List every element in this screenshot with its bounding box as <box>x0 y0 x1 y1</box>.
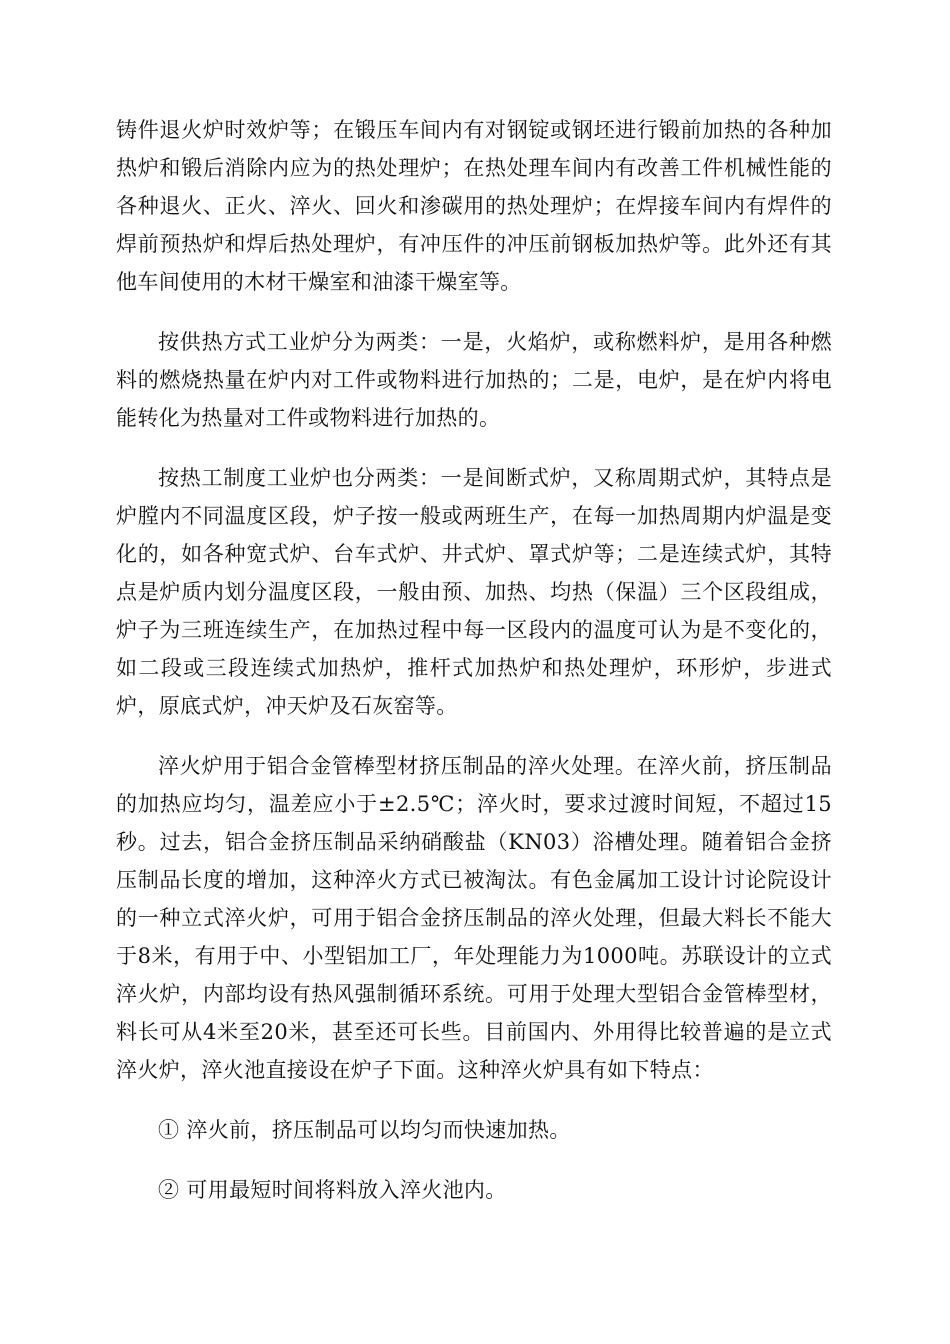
list-item: ② 可用最短时间将料放入淬火池内。 <box>158 1178 507 1202</box>
paragraph-heat-supply: 按供热方式工业炉分为两类：一是，火焰炉，或称燃料炉，是用各种燃料的燃烧热量在炉内对工件或物料进行加热的；二是，电炉，是在炉内将电能转化为热量对工件或物料进行加热的。 <box>116 330 832 430</box>
paragraph-quench-furnace: 淬火炉用于铝合金管棒型材挤压制品的淬火处理。在淬火前，挤压制品的加热应均匀，温差应小于±2.5℃；淬火时，要求过渡时间短，不超过15秒。过去，铝合金挤压制品采纳硝酸盐（KN03）浴槽处理。随着铝合金挤压制品长度的增加，这种淬火方式已被淘汰。有色金属加工设计讨论院设计的一种立式淬火炉，可用于铝合金挤压制品的淬火处理，但最大料长不能大于8米，有用于中、小型铝加工厂，年处理能力为1000吨。苏联设计的立式淬火炉，内部均设有热风强制循环系统。可用于处理大型铝合金管棒型材，料长可从4米至20米，甚至还可长些。目前国内、外用得比较普遍的是立式淬火炉，淬火池直接设在炉子下面。这种淬火炉具有如下特点： <box>116 754 832 1082</box>
paragraph-thermal-regime: 按热工制度工业炉也分两类：一是间断式炉，又称周期式炉，其特点是炉膛内不同温度区段，炉子按一般或两班生产，在每一加热周期内炉温是变化的，如各种宽式炉、台车式炉、井式炉、罩式炉等；二是连续式炉，其特点是炉质内划分温度区段，一般由预、加热、均热（保温）三个区段组成，炉子为三班连续生产，在加热过程中每一区段内的温度可认为是不变化的，如二段或三段连续式加热炉，推杆式加热炉和热处理炉，环形炉，步进式炉，原底式炉，冲天炉及石灰窑等。 <box>116 466 832 718</box>
paragraph-continuation: 铸件退火炉时效炉等；在锻压车间内有对钢锭或钢坯进行锻前加热的各种加热炉和锻后消除内应为的热处理炉；在热处理车间内有改善工件机械性能的各种退火、正火、淬火、回火和渗碳用的热处理炉；在焊接车间内有焊件的焊前预热炉和焊后热处理炉，有冲压件的冲压前钢板加热炉等。此外还有其他车间使用的木材干燥室和油漆干燥室等。 <box>116 118 832 294</box>
document-body <box>116 111 832 1231</box>
list-item: ① 淬火前，挤压制品可以均匀而快速加热。 <box>158 1118 571 1142</box>
